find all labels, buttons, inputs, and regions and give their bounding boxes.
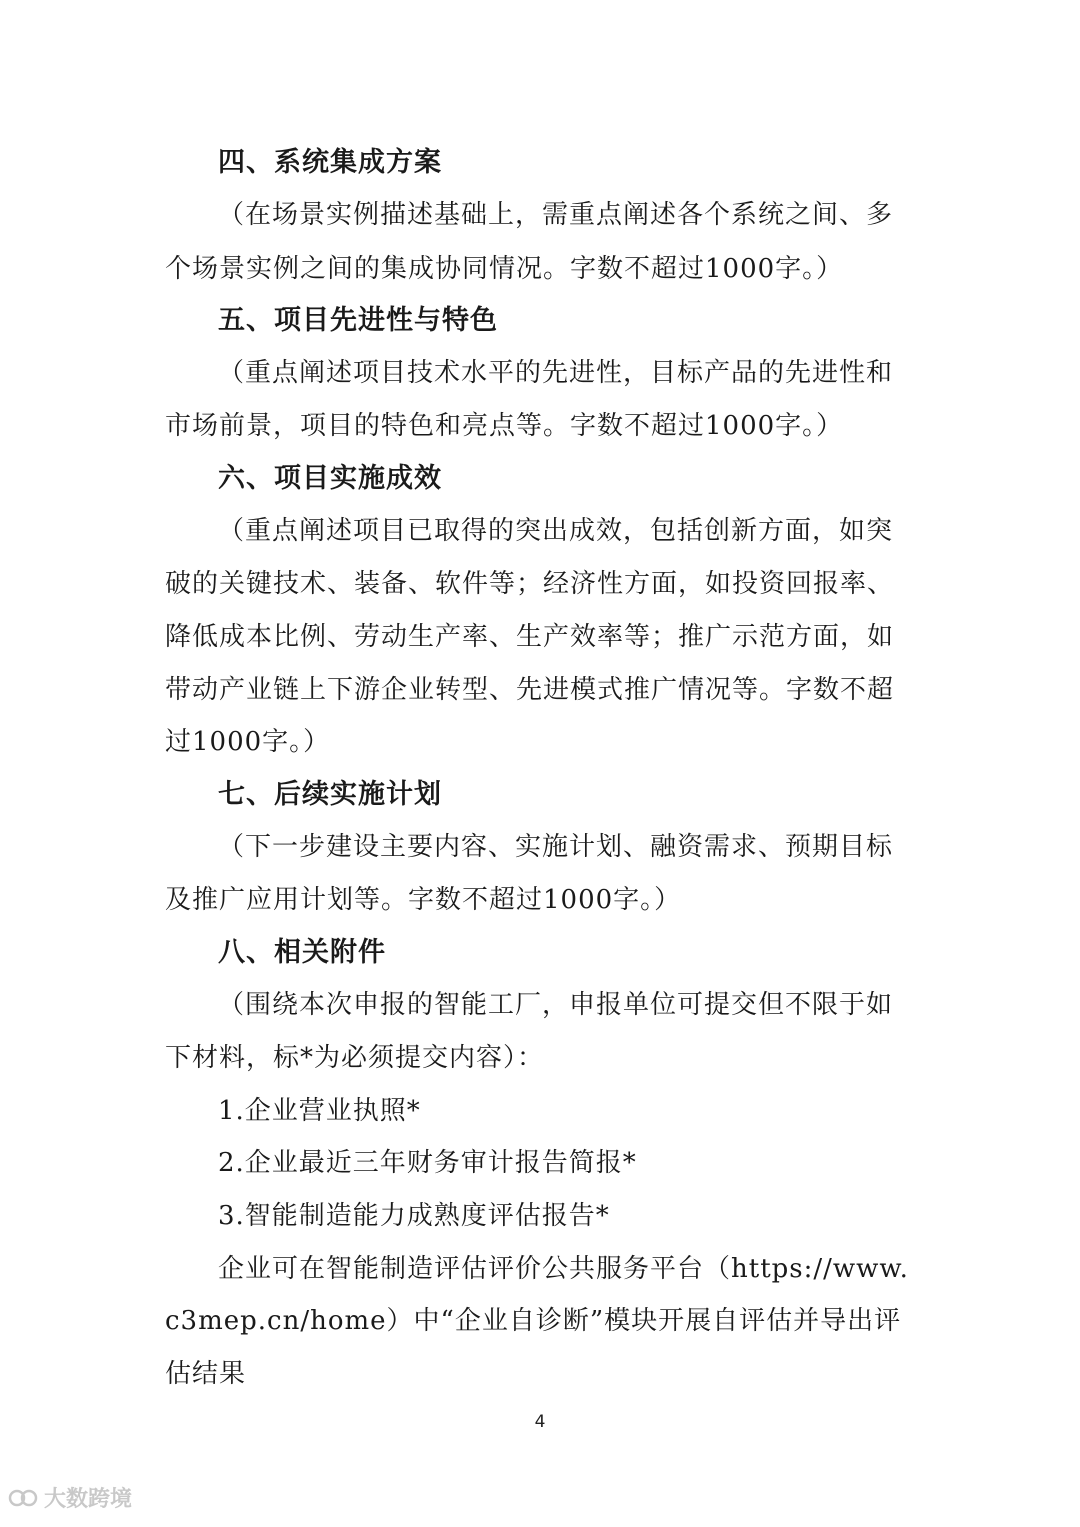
paragraph-line: （重点阐述项目技术水平的先进性，目标产品的先进性和 <box>218 358 894 388</box>
section-heading-6: 六、项目实施成效 <box>218 463 442 494</box>
paragraph-line: 带动产业链上下游企业转型、先进模式推广情况等。字数不超 <box>165 675 895 705</box>
paragraph-line: （在场景实例描述基础上，需重点阐述各个系统之间、多 <box>218 200 894 230</box>
section-heading-5: 五、项目先进性与特色 <box>218 305 498 336</box>
section-heading-8: 八、相关附件 <box>218 937 386 968</box>
section-heading-4: 四、系统集成方案 <box>218 147 442 178</box>
section-heading-7: 七、后续实施计划 <box>218 779 442 810</box>
list-item: 1.企业营业执照* <box>218 1096 421 1126</box>
paragraph-line: 过1000字。） <box>165 727 331 757</box>
paragraph-line: 个场景实例之间的集成协同情况。字数不超过1000字。） <box>165 254 844 284</box>
page-number: 4 <box>534 1412 546 1432</box>
paragraph-line: 降低成本比例、劳动生产率、生产效率等；推广示范方面，如 <box>165 622 895 652</box>
watermark <box>8 1482 132 1513</box>
paragraph-line: （重点阐述项目已取得的突出成效，包括创新方面，如突 <box>218 516 894 546</box>
paragraph-line: 企业可在智能制造评估评价公共服务平台（https://www. <box>218 1254 909 1284</box>
list-item: 2.企业最近三年财务审计报告简报* <box>218 1148 637 1178</box>
paragraph-line: 下材料，标*为必须提交内容）： <box>165 1043 545 1073</box>
paragraph-line: c3mep.cn/home）中“企业自诊断”模块开展自评估并导出评 <box>165 1306 902 1336</box>
paragraph-line: 破的关键技术、装备、软件等；经济性方面，如投资回报率、 <box>165 569 895 599</box>
paragraph-line: 及推广应用计划等。字数不超过1000字。） <box>165 885 682 915</box>
watermark-logo-icon <box>8 1486 38 1510</box>
paragraph-line: 估结果 <box>165 1359 247 1389</box>
paragraph-line: （围绕本次申报的智能工厂，申报单位可提交但不限于如 <box>218 990 894 1020</box>
watermark-text: 大数跨境 <box>44 1487 133 1512</box>
paragraph-line: 市场前景，项目的特色和亮点等。字数不超过1000字。） <box>165 411 844 441</box>
list-item: 3.智能制造能力成熟度评估报告* <box>218 1201 610 1231</box>
paragraph-line: （下一步建设主要内容、实施计划、融资需求、预期目标 <box>218 832 894 862</box>
